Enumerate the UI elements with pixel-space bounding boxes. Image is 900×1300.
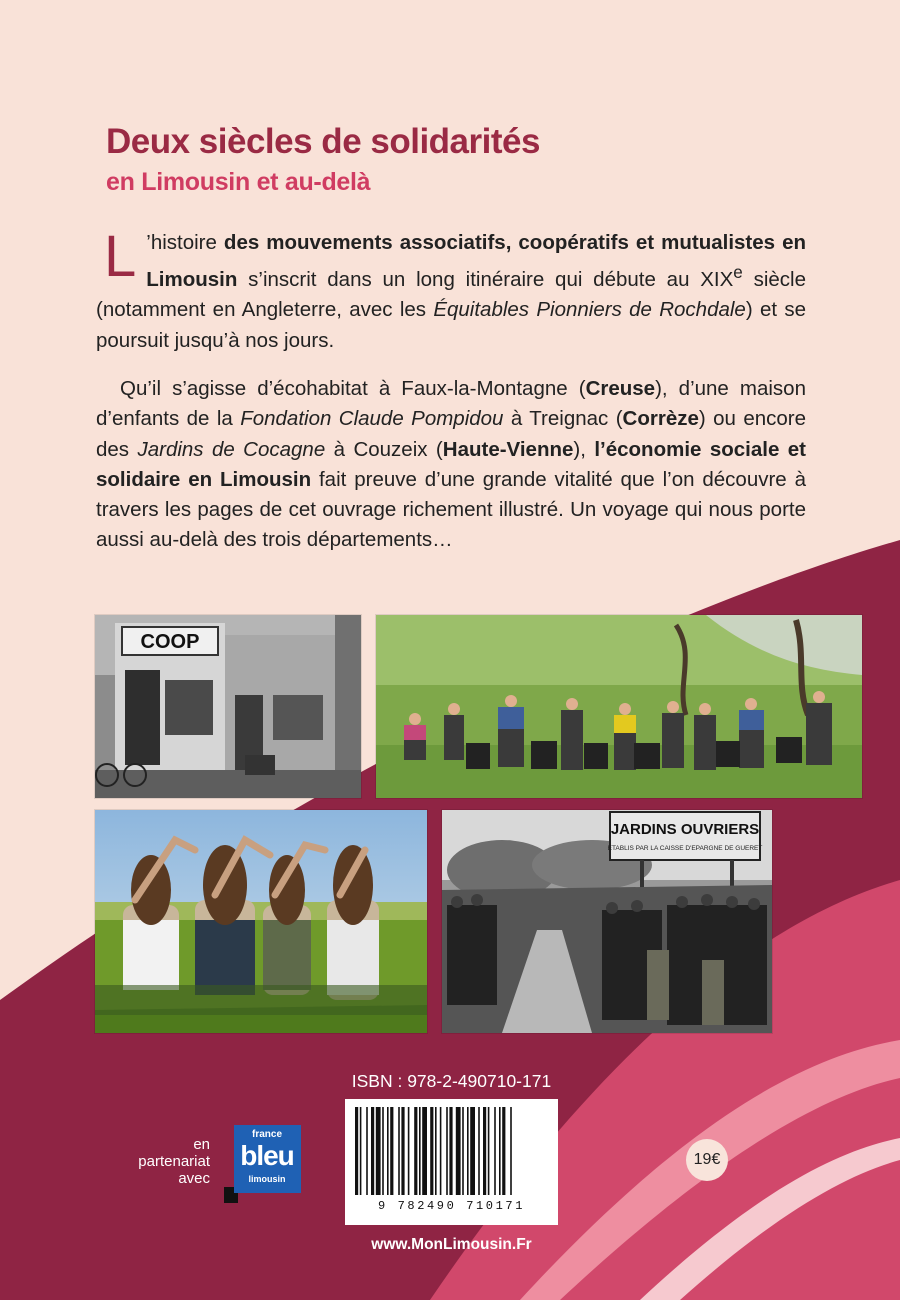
text-run: Qu’il s’agisse d’écohabitat à Faux-la-Montagne ( [120, 377, 586, 400]
photo-coop-storefront [95, 615, 361, 798]
text-run: à Couzeix ( [325, 437, 443, 461]
barcode-bar [440, 1107, 442, 1195]
bold-run: Corrèze [622, 407, 699, 431]
italic-run: Jardins de Cocagne [137, 437, 326, 461]
text-run: ’histoire [146, 231, 224, 254]
partner-label-line: en [193, 1136, 210, 1153]
bold-run: l’économie sociale et solidaire en Limousin [96, 437, 806, 491]
barcode-bar [398, 1107, 400, 1195]
intro-paragraph [96, 224, 807, 356]
barcode-bar [446, 1107, 448, 1195]
barcode-bar [488, 1107, 490, 1195]
barcode-bar [414, 1107, 417, 1195]
barcode-bar [483, 1107, 486, 1195]
barcode-bar [470, 1107, 475, 1195]
barcode-bar [467, 1107, 469, 1195]
isbn-number: ISBN : 978-2-490710-171 [351, 1071, 552, 1091]
bold-run: des mouvements associatifs, coopératifs et mutualistes en Limousin [146, 231, 806, 292]
barcode-bar [390, 1107, 393, 1195]
photo-garden-workers [376, 615, 862, 798]
partner-label-line: partenariat [138, 1153, 210, 1170]
barcode-bar [510, 1107, 512, 1195]
barcode-bar [371, 1107, 374, 1195]
barcode-bar [422, 1107, 427, 1195]
barcode-bar [462, 1107, 464, 1195]
barcode-bar [355, 1107, 358, 1195]
barcode-bar [419, 1107, 421, 1195]
italic-run: Équitables Pionniers de Rochdale [433, 298, 746, 322]
garden-sign-subtitle: ETABLIS PAR LA CAISSE D'EPARGNE DE GUERET [607, 845, 763, 852]
body-paragraph [96, 374, 806, 556]
bold-run: Haute-Vienne [442, 437, 574, 461]
text-run: fait preuve d’une grande vitalité que l’on découvre à travers les pages de cet ouvrage richement illustré. Un voyage qui nous porte aussi au-delà des trois départements… [96, 467, 806, 552]
barcode-bar [366, 1107, 368, 1195]
text-run: ), d’une maison d’enfants de la [96, 377, 806, 431]
logo-limousin-text: limousin [248, 1174, 286, 1184]
france-bleu-logo [224, 1125, 301, 1203]
italic-run: Fondation Claude Pompidou [240, 407, 504, 431]
barcode-bar [449, 1107, 452, 1195]
partner-label [110, 1136, 210, 1187]
barcode-bar [456, 1107, 461, 1195]
barcode-bar [360, 1107, 362, 1195]
garden-sign-title: JARDINS OUVRIERS [610, 821, 760, 838]
barcode-bar [382, 1107, 384, 1195]
barcode-bar [494, 1107, 496, 1195]
website-url: www.MonLimousin.Fr [371, 1236, 532, 1253]
price-badge: 19€ [686, 1139, 728, 1181]
logo-france-text: france [251, 1129, 282, 1140]
text-run: ) ou encore des [96, 407, 806, 461]
barcode-bar [376, 1107, 381, 1195]
drop-cap: L [104, 224, 137, 289]
barcode-bar [478, 1107, 480, 1195]
barcode-bar [387, 1107, 389, 1195]
barcode-bar [401, 1107, 404, 1195]
barcode-bar [430, 1107, 433, 1195]
text-run: à Treignac ( [503, 407, 623, 431]
barcode-digits: 9 782490 710171 [377, 1199, 526, 1213]
barcode-bar [499, 1107, 501, 1195]
text-run: siècle (notamment en Angleterre, avec les [96, 268, 806, 322]
text-run: s’inscrit dans un long itinéraire qui débute au XIX [237, 268, 734, 292]
partner-label-line: avec [178, 1170, 210, 1187]
barcode-bar [408, 1107, 410, 1195]
logo-bleu-text: bleu [240, 1140, 294, 1171]
barcode-bar [435, 1107, 437, 1195]
photo-jardins-ouvriers [442, 810, 772, 1033]
photo-girls-wheat-field [95, 810, 427, 1033]
coop-sign-text: COOP [140, 631, 200, 653]
page-subtitle: en Limousin et au-delà [106, 168, 371, 196]
text-run: ), [573, 437, 595, 461]
superscript: e [733, 263, 743, 283]
page-title: Deux siècles de solidarités [106, 122, 540, 161]
barcode-bar [502, 1107, 505, 1195]
bold-run: Creuse [585, 377, 656, 400]
barcode-bars [355, 1107, 548, 1197]
text-run: ) et se poursuit jusqu’à nos jours. [96, 298, 807, 352]
barcode [345, 1099, 558, 1225]
